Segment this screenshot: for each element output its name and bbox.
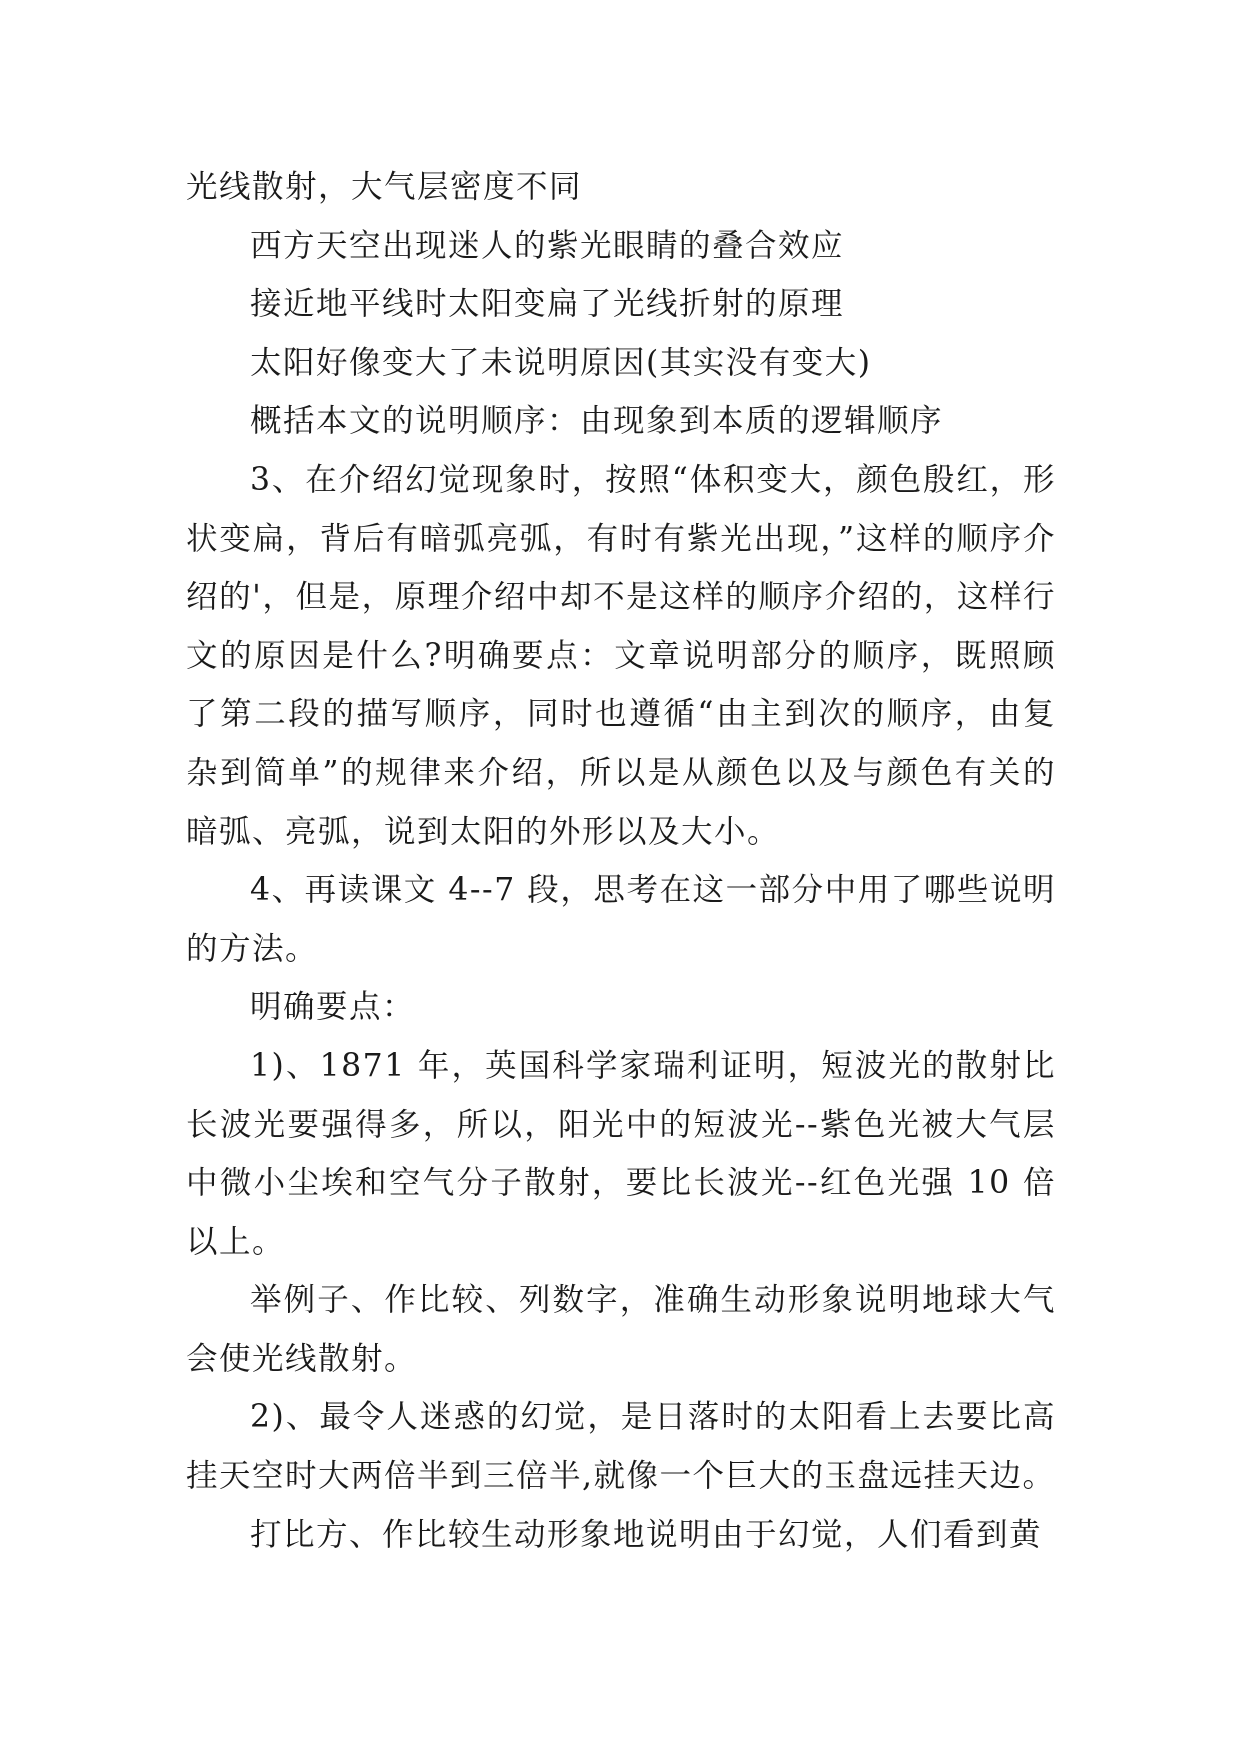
paragraph-8: 明确要点： [250, 989, 416, 1026]
paragraph-9: 1)、1871 年，英国科学家瑞利证明，短波光的散射比长波光要强得多，所以，阳光中的短波光--紫色光被大气层中微小尘埃和空气分子散射，要比长波光--红色光强 10 倍以上。 [186, 1047, 1056, 1260]
paragraph-11: 2)、最令人迷惑的幻觉，是日落时的太阳看上去要比高挂天空时大两倍半到三倍半,就像一个巨大的玉盘远挂天边。 [186, 1399, 1056, 1495]
paragraph-1: 光线散射，大气层密度不同 [186, 169, 583, 205]
paragraph-2: 西方天空出现迷人的紫光眼睛的叠合效应 [250, 227, 845, 264]
paragraph-5: 概括本文的说明顺序：由现象到本质的逻辑顺序 [250, 403, 944, 440]
paragraph-6: 3、在介绍幻觉现象时，按照“体积变大，颜色殷红，形状变扁，背后有暗弧亮弧，有时有紫光出现，”这样的顺序介绍的'，但是，原理介绍中却不是这样的顺序介绍的，这样行文的原因是什么?明确要点：文章说明部分的顺序，既照顾了第二段的描写顺序，同时也遵循“由主到次的顺序，由复杂到简单”的规律来介绍，所以是从颜色以及与颜色有关的暗弧、亮弧，说到太阳的外形以及大小。 [186, 461, 1056, 850]
paragraph-10: 举例子、作比较、列数字，准确生动形象说明地球大气会使光线散射。 [186, 1282, 1056, 1377]
paragraph-3: 接近地平线时太阳变扁了光线折射的原理 [250, 286, 845, 323]
paragraph-12: 打比方、作比较生动形象地说明由于幻觉，人们看到黄 [250, 1516, 1043, 1553]
paragraph-7: 4、再读课文 4--7 段，思考在这一部分中用了哪些说明的方法。 [186, 872, 1056, 967]
paragraph-4: 太阳好像变大了未说明原因(其实没有变大) [250, 344, 872, 381]
document-body [186, 158, 1056, 1564]
